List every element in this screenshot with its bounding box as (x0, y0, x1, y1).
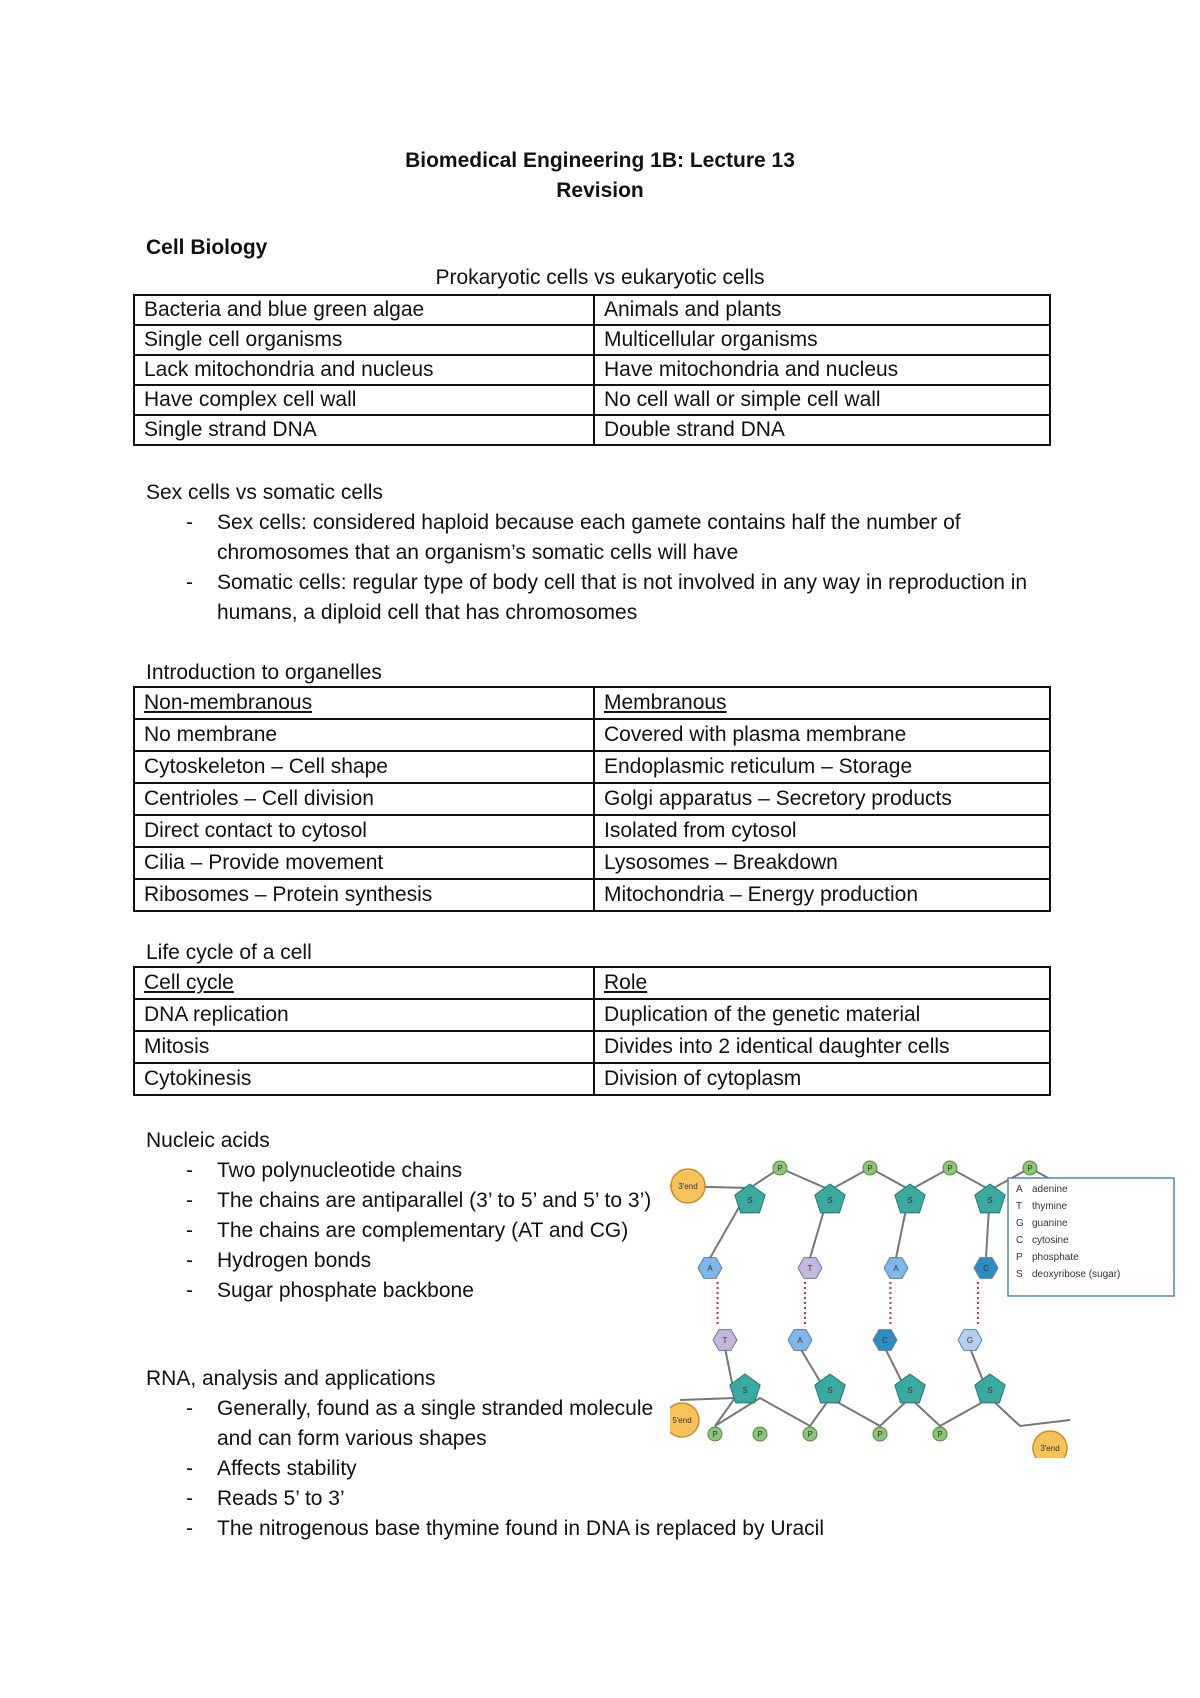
prokaryotic-eukaryotic-table (133, 294, 1051, 446)
phosphate-label: P (947, 1164, 953, 1173)
column-header: Non-membranous (134, 687, 594, 719)
table-cell: Double strand DNA (594, 415, 1050, 445)
dna-bases (698, 1258, 998, 1351)
legend-label: adenine (1032, 1184, 1068, 1195)
list-item: - Two polynucleotide chains (146, 1156, 666, 1186)
phosphate-label: P (867, 1164, 873, 1173)
table-cell: Centrioles – Cell division (134, 783, 594, 815)
table-row (134, 1031, 1050, 1063)
document-title: Biomedical Engineering 1B: Lecture 13 (405, 149, 795, 172)
nucleic-acids-list (146, 1156, 666, 1306)
table-cell: Cytoskeleton – Cell shape (134, 751, 594, 783)
document-subtitle: Revision (556, 179, 644, 202)
table-cell: Single cell organisms (134, 325, 594, 355)
table-cell: Lysosomes – Breakdown (594, 847, 1050, 879)
sex-cells-list (146, 508, 1066, 628)
legend-key: A (1016, 1184, 1023, 1195)
column-header: Cell cycle (134, 967, 594, 999)
table-row (134, 355, 1050, 385)
base-label: A (707, 1264, 713, 1273)
table-row (134, 325, 1050, 355)
table-row (134, 295, 1050, 325)
legend-key: S (1016, 1269, 1023, 1280)
table-cell: No membrane (134, 719, 594, 751)
table-row (134, 385, 1050, 415)
strand-end-label: 3'end (678, 1182, 698, 1191)
column-header: Membranous (594, 687, 1050, 719)
phosphate-label: P (877, 1430, 883, 1439)
base-label: T (807, 1264, 813, 1273)
table-cell: Animals and plants (594, 295, 1050, 325)
legend-label: guanine (1032, 1218, 1068, 1229)
prokaryotic-table-caption: Prokaryotic cells vs eukaryotic cells (435, 266, 765, 289)
section-heading-sex-cells: Sex cells vs somatic cells (146, 481, 383, 504)
table-cell: Have complex cell wall (134, 385, 594, 415)
legend-label: thymine (1032, 1201, 1068, 1212)
legend-key: G (1016, 1218, 1024, 1229)
list-item: - Hydrogen bonds (146, 1246, 666, 1276)
base-label: T (722, 1336, 728, 1345)
section-heading-nucleic-acids: Nucleic acids (146, 1129, 270, 1152)
table-row (134, 783, 1050, 815)
dna-sugars (730, 1184, 1005, 1403)
table-row (134, 999, 1050, 1031)
table-row (134, 1063, 1050, 1095)
base-label: A (797, 1336, 803, 1345)
phosphate-label: P (757, 1430, 763, 1439)
base-label: G (966, 1336, 974, 1345)
base-label: C (882, 1336, 888, 1345)
list-item: - Affects stability (146, 1454, 1071, 1484)
title-block (0, 146, 1200, 206)
table-cell: No cell wall or simple cell wall (594, 385, 1050, 415)
legend-label: cytosine (1032, 1235, 1069, 1246)
table-cell: Cilia – Provide movement (134, 847, 594, 879)
section-heading-cell-biology: Cell Biology (146, 236, 268, 259)
strand-end-label: 5'end (672, 1416, 692, 1425)
table-header-row (134, 967, 1050, 999)
sugar-label: S (742, 1386, 748, 1395)
table-row (134, 719, 1050, 751)
table-cell: Multicellular organisms (594, 325, 1050, 355)
list-item: - Reads 5’ to 3’ (146, 1484, 1071, 1514)
table-row (134, 751, 1050, 783)
table-row (134, 879, 1050, 911)
table-cell: Isolated from cytosol (594, 815, 1050, 847)
list-item: - The nitrogenous base thymine found in DNA is replaced by Uracil (146, 1514, 1071, 1544)
table-cell: Single strand DNA (134, 415, 594, 445)
section-heading-organelles: Introduction to organelles (146, 661, 382, 684)
phosphate-label: P (937, 1430, 943, 1439)
table-row (134, 815, 1050, 847)
list-item: - Somatic cells: regular type of body cell that is not involved in any way in reproduction in humans, a diploid cell that has chromosomes (146, 568, 1066, 628)
table-cell: Duplication of the genetic material (594, 999, 1050, 1031)
diagram-legend (1008, 1178, 1174, 1296)
table-cell: DNA replication (134, 999, 594, 1031)
table-cell: Direct contact to cytosol (134, 815, 594, 847)
sugar-label: S (907, 1386, 913, 1395)
legend-key: T (1016, 1201, 1023, 1212)
base-label: C (983, 1264, 989, 1273)
table-cell: Bacteria and blue green algae (134, 295, 594, 325)
dna-structure-diagram (670, 1158, 1180, 1458)
sugar-label: S (827, 1386, 833, 1395)
table-cell: Endoplasmic reticulum – Storage (594, 751, 1050, 783)
legend-label: deoxyribose (sugar) (1032, 1269, 1121, 1280)
list-item: - Sugar phosphate backbone (146, 1276, 666, 1306)
sugar-label: S (827, 1196, 833, 1205)
table-cell: Division of cytoplasm (594, 1063, 1050, 1095)
table-cell: Mitochondria – Energy production (594, 879, 1050, 911)
sugar-label: S (987, 1196, 993, 1205)
table-header-row (134, 687, 1050, 719)
table-row (134, 415, 1050, 445)
table-cell: Cytokinesis (134, 1063, 594, 1095)
base-label: A (893, 1264, 899, 1273)
table-cell: Mitosis (134, 1031, 594, 1063)
phosphate-label: P (1027, 1164, 1033, 1173)
table-cell: Lack mitochondria and nucleus (134, 355, 594, 385)
table-cell: Covered with plasma membrane (594, 719, 1050, 751)
sugar-label: S (907, 1196, 913, 1205)
legend-label: phosphate (1032, 1252, 1079, 1263)
table-cell: Have mitochondria and nucleus (594, 355, 1050, 385)
phosphate-label: P (807, 1430, 813, 1439)
list-item: - The chains are complementary (AT and CG) (146, 1216, 666, 1246)
list-item: - Generally, found as a single stranded molecule and can form various shapes (146, 1394, 687, 1454)
list-item: - Sex cells: considered haploid because each gamete contains half the number of chromosomes that an organism’s somatic cells will have (146, 508, 1066, 568)
sugar-label: S (987, 1386, 993, 1395)
table-cell: Golgi apparatus – Secretory products (594, 783, 1050, 815)
strand-end-label: 3'end (1040, 1444, 1060, 1453)
life-cycle-table (133, 966, 1051, 1096)
sugar-label: S (747, 1196, 753, 1205)
table-cell: Ribosomes – Protein synthesis (134, 879, 594, 911)
table-row (134, 847, 1050, 879)
organelles-table (133, 686, 1051, 912)
table-cell: Divides into 2 identical daughter cells (594, 1031, 1050, 1063)
section-heading-life-cycle: Life cycle of a cell (146, 941, 312, 964)
phosphate-label: P (777, 1164, 783, 1173)
legend-key: P (1016, 1252, 1023, 1263)
phosphate-label: P (712, 1430, 718, 1439)
list-item: - The chains are antiparallel (3’ to 5’ and 5’ to 3’) (146, 1186, 666, 1216)
legend-key: C (1016, 1235, 1024, 1246)
section-heading-rna: RNA, analysis and applications (146, 1367, 436, 1390)
column-header: Role (594, 967, 1050, 999)
